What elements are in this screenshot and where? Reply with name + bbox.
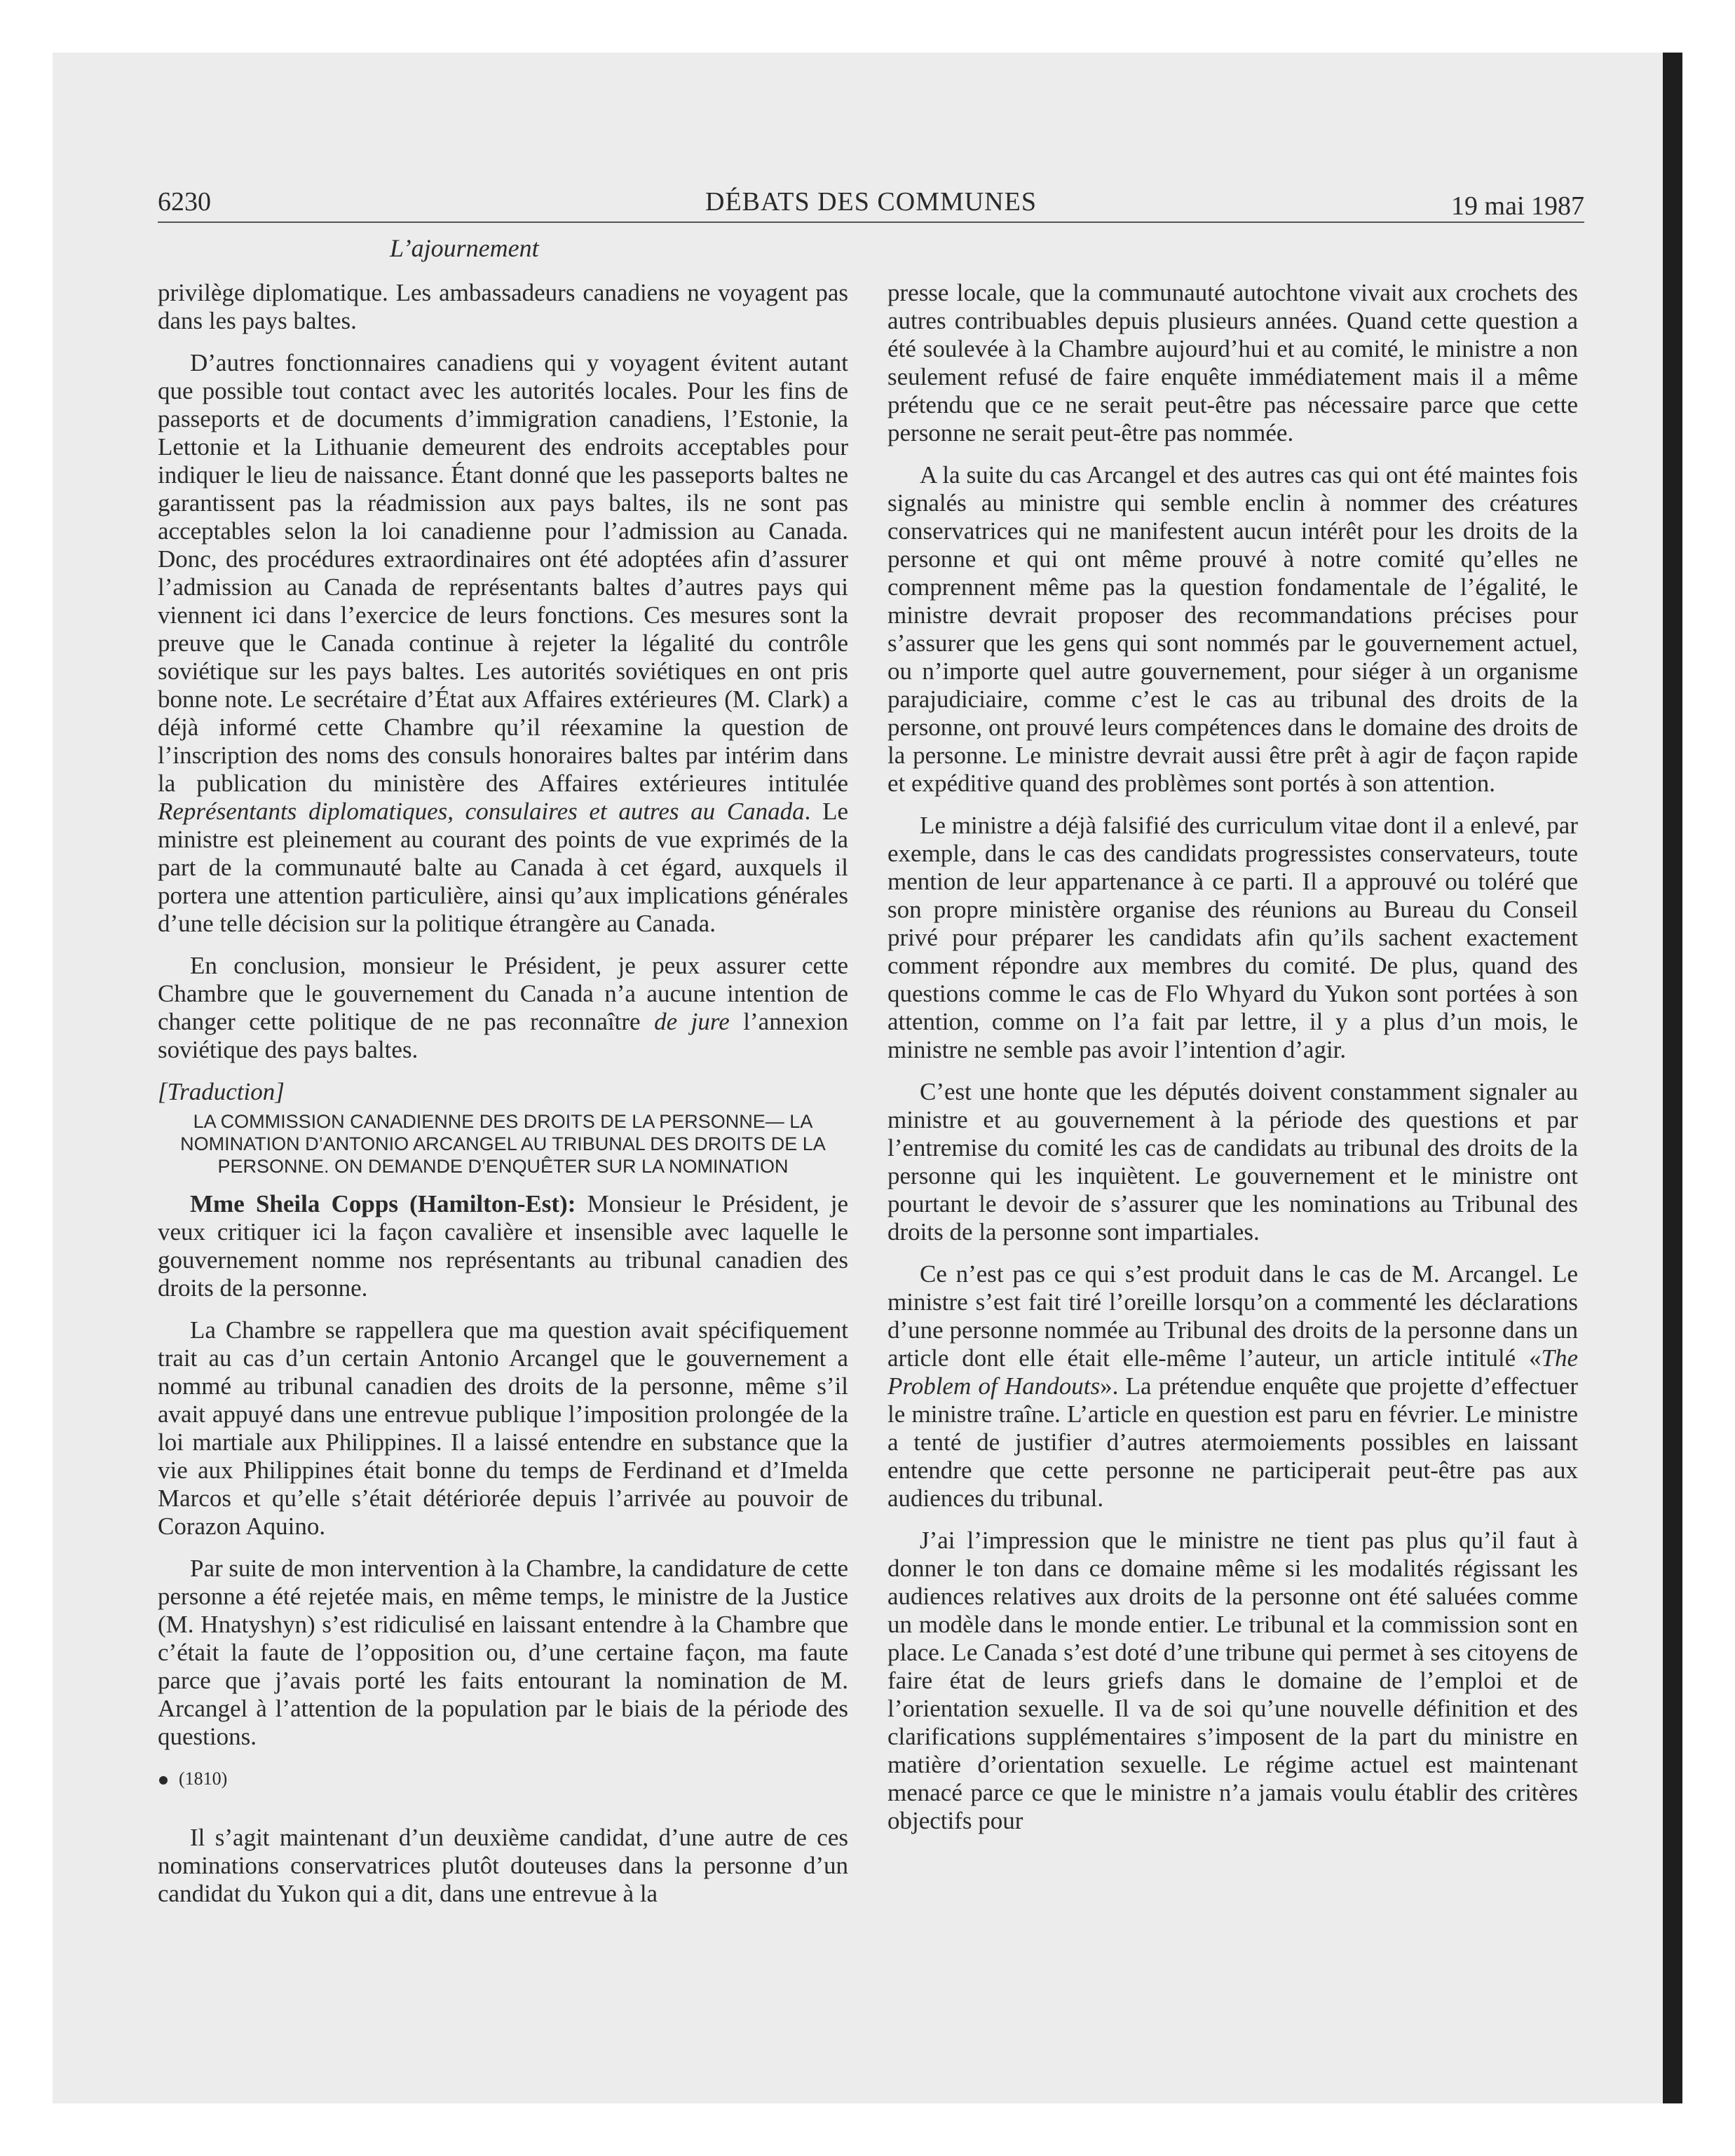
page-number: 6230 <box>158 187 211 217</box>
bullet-icon <box>159 1776 168 1785</box>
paragraph: Par suite de mon intervention à la Chambre, la candidature de cette personne a été rejetée mais, en même temps, le ministre de la Justice (M. Hnatyshyn) s’est ridiculisé en laissant entendre à la Chambre que c’était la faute de l’opposition ou, d’une certaine façon, ma faute parce que j’avais porté les faits entourant la nomination de M. Arcangel à l’attention de la population par le biais de la période des questions. <box>158 1555 848 1750</box>
page-header <box>158 182 1584 223</box>
article-title-italic: The Problem of Handouts <box>887 1344 1578 1400</box>
paragraph: presse locale, que la communauté autochtone vivait aux crochets des autres contribuables depuis plusieurs années. Quand cette question a été soulevée à la Chambre aujourd’hui et au comité, le ministre a non seulement refusé de faire enquête immédiatement mais il a même prétendu que ce ne serait peut-être pas nécessaire parce que cette personne ne serait peut-être pas nommée. <box>887 279 1578 446</box>
paragraph: Ce n’est pas ce qui s’est produit dans le cas de M. Arcangel. Le ministre s’est fait tiré l’oreille lorsqu’on a commenté les déclarations d’une personne nommée au Tribunal des droits de la personne dans un article dont elle était elle-même l’auteur, un article intitulé «The Problem of Handouts». La prétendue enquête que projette d’effectuer le ministre traîne. L’article en question est paru en février. Le ministre a tenté de justifier d’autres atermoiements possibles en laissant entendre que cette personne ne participerait peut-être pas aux audiences du tribunal. <box>887 1260 1578 1512</box>
paragraph: Le ministre a déjà falsifié des curriculum vitae dont il a enlevé, par exemple, dans le cas des candidats progressistes conservateurs, toute mention de leur appartenance à ce parti. Il a approuvé ou toléré que son propre ministère organise des réunions au Bureau du Conseil privé pour préparer les candidats afin qu’ils sachent exactement comment répondre aux membres du comité. De plus, quand des questions comme le cas de Flo Whyard du Yukon sont portées à son attention, comme on l’a fait par lettre, il y a plus d’un mois, le ministre ne semble pas avoir l’intention d’agir. <box>887 812 1578 1063</box>
paragraph: Mme Sheila Copps (Hamilton-Est): Monsieur le Président, je veux critiquer ici la façon cavalière et insensible avec laquelle le gouvernement nomme nos représentants au tribunal canadien des droits de la personne. <box>158 1190 849 1302</box>
left-column <box>158 279 848 1922</box>
paragraph: C’est une honte que les députés doivent constamment signaler au ministre et au gouvernement à la période des questions et par l’entremise du comité les cas de candidats au tribunal des droits de la personne qui les inquiètent. Le gouvernement et le ministre ont pourtant le devoir de s’assurer que les nominations au Tribunal des droits de la personne sont impartiales. <box>887 1078 1578 1246</box>
paragraph: La Chambre se rappellera que ma question avait spécifiquement trait au cas d’un certain Antonio Arcangel que le gouvernement a nommé au tribunal canadien des droits de la personne, même s’il avait appuyé dans une entrevue publique l’imposition prolongée de la loi martiale aux Philippines. Il a laissé entendre en substance que la vie aux Philippines était bonne du temps de Ferdinand et d’Imelda Marcos et qu’elle s’était détériorée depuis l’arrivée au pouvoir de Corazon Aquino. <box>158 1316 848 1540</box>
publication-title-italic: Représentants diplomatiques, consulaires et autres au Canada <box>158 798 805 825</box>
time-marker: (1810) <box>158 1765 848 1793</box>
paragraph: En conclusion, monsieur le Président, je peux assurer cette Chambre que le gouvernement du Canada n’a aucune intention de changer cette politique de ne pas reconnaître de jure l’annexion soviétique des pays baltes. <box>158 952 848 1063</box>
paragraph: D’autres fonctionnaires canadiens qui y voyagent évitent autant que possible tout contact avec les autorités locales. Pour les fins de passeports et de documents d’immigration canadiens, l’Estonie, la Lettonie et la Lithuanie demeurent des endroits acceptables pour indiquer le lieu de naissance. Étant donné que les passeports baltes ne garantissent pas la réadmission aux pays baltes, ils ne sont pas acceptables selon la loi canadienne pour l’admission au Canada. Donc, des procédures extraordinaires ont été adoptées afin d’assurer l’admission au Canada de représentants baltes d’autres pays qui viennent ici dans l’exercice de leurs fonctions. Ces mesures sont la preuve que le Canada continue à rejeter la légalité du contrôle soviétique sur les pays baltes. Les autorités soviétiques en ont pris bonne note. Le secrétaire d’État aux Affaires extérieures (M. Clark) a déjà informé cette Chambre qu’il réexamine la question de l’inscription des noms des consuls honoraires baltes par intérim dans la publication du ministère des Affaires extérieures intitulée Représentants diplomatiques, consulaires et autres au Canada. Le ministre est pleinement au courant des points de vue exprimés de la part de la communauté balte au Canada à cet égard, auxquels il portera une attention particulière, ainsi qu’aux implications générales d’une telle décision sur la politique étrangère au Canada. <box>158 349 848 937</box>
paragraph: Il s’agit maintenant d’un deuxième candidat, d’une autre de ces nominations conservatrices plutôt douteuses dans la personne d’un candidat du Yukon qui a dit, dans une entrevue à la <box>158 1824 848 1907</box>
paragraph: J’ai l’impression que le ministre ne tient pas plus qu’il faut à donner le ton dans ce domaine même si les modalités régissant les audiences relatives aux droits de la personne ont été saluées comme un modèle dans le monde entier. Le tribunal et la commission sont en place. Le Canada s’est doté d’une tribune qui permet à ses citoyens de faire état de leurs griefs dans le domaine de l’emploi et de l’orientation sexuelle. Il va de soi qu’une nouvelle définition et des clarifications supplémentaires s’imposent de la part du ministre en matière d’orientation sexuelle. Le régime actuel est maintenant menacé parce ce que le ministre n’a jamais voulu établir des critères objectifs pour <box>887 1527 1578 1834</box>
section-subheading: LA COMMISSION CANADIENNE DES DROITS DE LA PERSONNE— LA NOMINATION D’ANTONIO ARCANGEL AU TRIBUNAL DES DROITS DE LA PERSONNE. ON DEMANDE D’ENQUÊTER SUR LA NOMINATION <box>180 1111 826 1177</box>
scan-edge-bar <box>1663 53 1682 2103</box>
header-date: 19 mai 1987 <box>1451 191 1584 221</box>
running-title: L’ajournement <box>390 234 539 262</box>
speaker-name: Mme Sheila Copps (Hamilton-Est): <box>190 1190 576 1217</box>
right-column <box>887 279 1578 1849</box>
paragraph: A la suite du cas Arcangel et des autres cas qui ont été maintes fois signalés au ministre qui semble enclin à nommer des créatures conservatrices qui ne manifestent aucun intérêt pour les droits de la personne et qui ont même prouvé à notre comité qu’elles ne comprennent même pas la question fondamentale de l’égalité, le ministre devrait proposer des recommandations précises pour s’assurer que les gens qui sont nommés par le gouvernement actuel, ou n’importe quel autre gouvernement, pour siéger à un organisme parajudiciaire, comme c’est le cas au tribunal des droits de la personne, ont prouvé leurs compétences dans le domaine des droits de la personne. Le ministre devrait aussi être prêt à agir de façon rapide et expéditive quand des problèmes sont portés à son attention. <box>887 461 1578 797</box>
latin-term: de jure <box>654 1008 730 1035</box>
paragraph: privilège diplomatique. Les ambassadeurs canadiens ne voyagent pas dans les pays baltes. <box>158 279 848 334</box>
translation-marker: [Traduction] <box>158 1078 285 1105</box>
publication-title: DÉBATS DES COMMUNES <box>705 187 1037 217</box>
